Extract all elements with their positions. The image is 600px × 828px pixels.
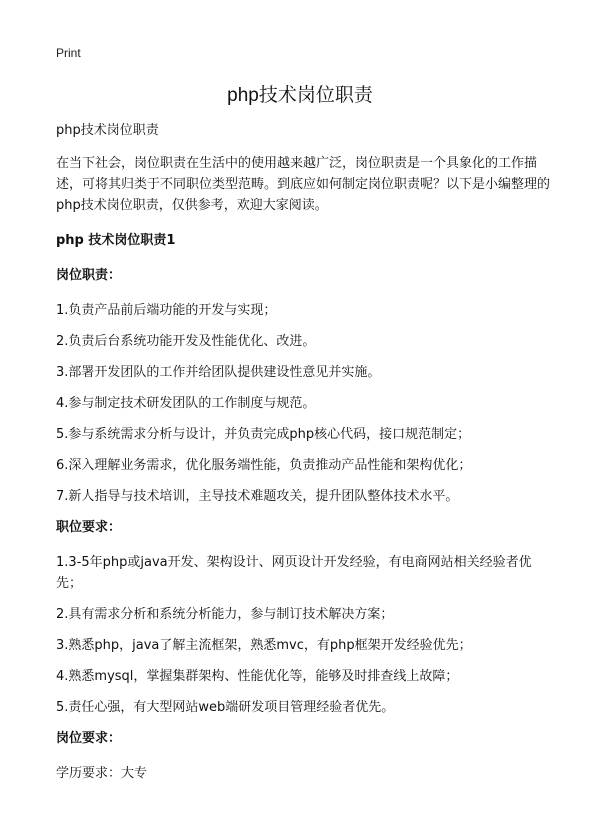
document-body [56,120,556,796]
page-title: php技术岗位职责 [227,85,373,106]
document-subtitle: php技术岗位职责 [56,123,159,138]
requirements-list [56,552,556,718]
duty-item: 6.深入理解业务需求，优化服务端性能，负责推动产品性能和架构优化； [56,458,472,473]
requirements-heading: 职位要求： [56,520,122,535]
print-link[interactable]: Print [56,46,81,60]
duties-heading: 岗位职责： [56,268,122,283]
duty-item: 4.参与制定技术研发团队的工作制度与规范。 [56,396,316,411]
requirement-item: 1.3-5年php或java开发、架构设计、网页设计开发经验，有电商网站相关经验者优先； [56,555,532,591]
requirement-item: 4.熟悉mysql，掌握集群架构、性能优化等，能够及时排查线上故障； [56,669,459,684]
duty-item: 1.负责产品前后端功能的开发与实现； [56,303,277,318]
education-requirement: 学历要求：大专 [56,766,148,781]
position-requirements-heading: 岗位要求： [56,731,122,746]
duty-item: 5.参与系统需求分析与设计，并负责完成php核心代码，接口规范制定； [56,427,471,442]
requirement-item: 3.熟悉php，java了解主流框架，熟悉mvc，有php框架开发经验优先； [56,638,472,653]
section-title: php 技术岗位职责1 [56,233,176,248]
duty-item: 3.部署开发团队的工作并给团队提供建设性意见并实施。 [56,365,381,380]
duty-item: 2.负责后台系统功能开发及性能优化、改进。 [56,334,316,349]
duties-list [56,300,556,507]
requirement-item: 5.责任心强，有大型网站web端研发项目管理经验者优先。 [56,700,395,715]
requirement-item: 2.具有需求分析和系统分析能力，参与制订技术解决方案； [56,607,394,622]
duty-item: 7.新人指导与技术培训，主导技术难题攻关，提升团队整体技术水平。 [56,489,459,504]
intro-paragraph: 在当下社会，岗位职责在生活中的使用越来越广泛，岗位职责是一个具象化的工作描述，可将其归类于不同职位类型范畴。到底应如何制定岗位职责呢？以下是小编整理的php技术岗位职责，仅供参考，欢迎大家阅读。 [56,156,551,213]
